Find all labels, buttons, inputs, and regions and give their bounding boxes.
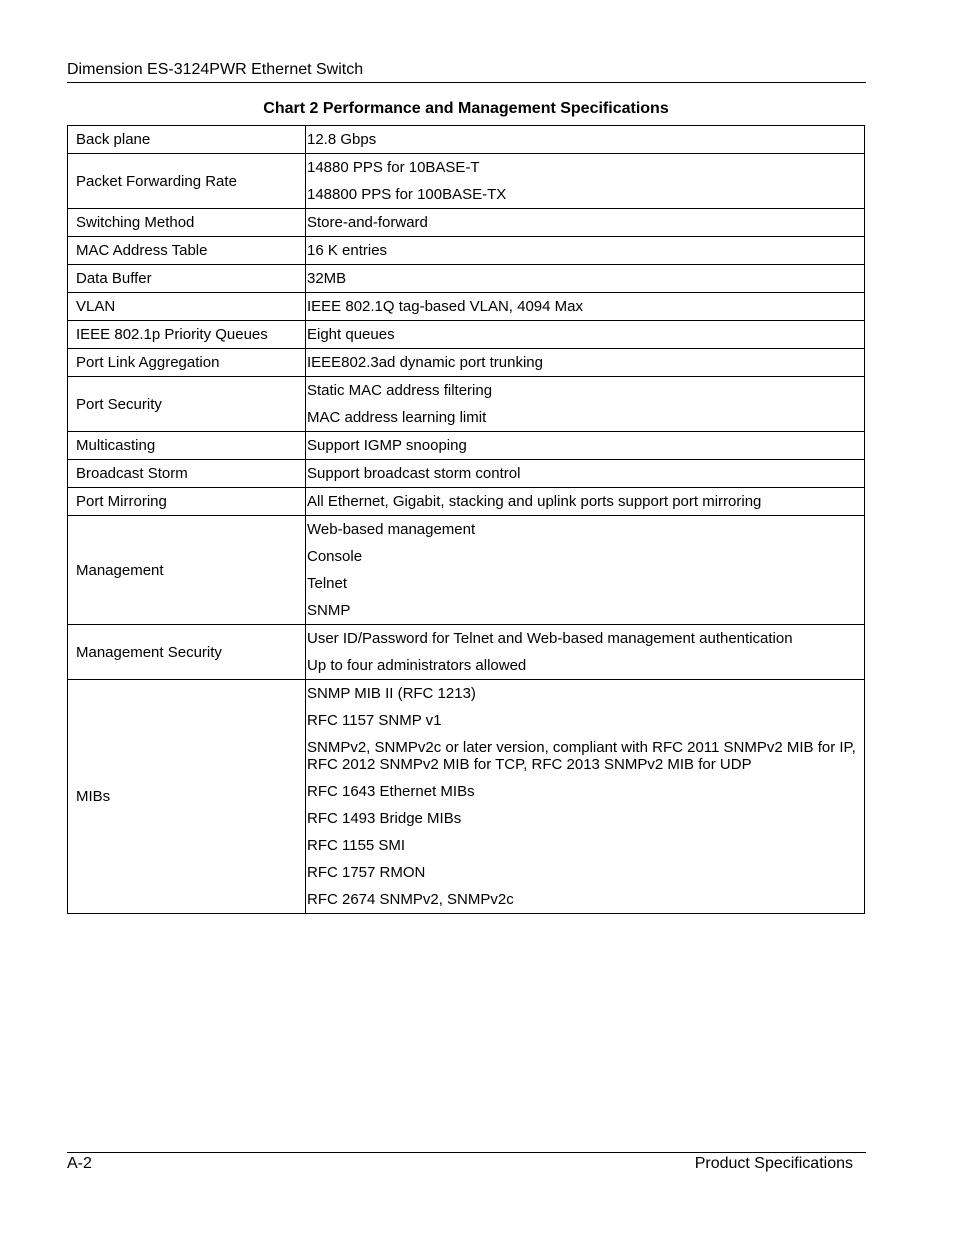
chart-title: Chart 2 Performance and Management Specifications (263, 100, 669, 117)
spec-value: RFC 1157 SNMP v1 (307, 712, 442, 729)
spec-value-cell (306, 321, 865, 349)
spec-value: 148800 PPS for 100BASE-TX (307, 186, 507, 203)
spec-value-cell (306, 154, 865, 209)
table-row (68, 321, 865, 349)
spec-label: Broadcast Storm (68, 460, 306, 488)
spec-value: IEEE802.3ad dynamic port trunking (307, 354, 543, 371)
spec-value: Support broadcast storm control (307, 465, 521, 482)
spec-value: Support IGMP snooping (307, 437, 467, 454)
spec-value-cell (306, 209, 865, 237)
spec-value: RFC 1493 Bridge MIBs (307, 810, 462, 827)
spec-value-cell (306, 625, 865, 680)
table-row (68, 680, 865, 914)
section-name: Product Specifications (694, 1155, 853, 1172)
table-row (68, 460, 865, 488)
spec-value-cell (306, 516, 865, 625)
spec-value: 16 K entries (307, 242, 388, 259)
table-row (68, 154, 865, 209)
spec-label: Multicasting (68, 432, 306, 460)
page-header: Dimension ES-3124PWR Ethernet Switch (67, 61, 866, 83)
table-row (68, 377, 865, 432)
table-row (68, 237, 865, 265)
spec-label: Data Buffer (68, 265, 306, 293)
table-row (68, 349, 865, 377)
spec-value: RFC 1757 RMON (307, 864, 426, 881)
spec-label: IEEE 802.1p Priority Queues (68, 321, 306, 349)
spec-value-cell (306, 488, 865, 516)
spec-value: User ID/Password for Telnet and Web-based management authentication (307, 630, 793, 647)
spec-value: Up to four administrators allowed (307, 657, 527, 674)
spec-value: Eight queues (307, 326, 395, 343)
spec-value: RFC 1155 SMI (307, 837, 406, 854)
spec-value-cell (306, 377, 865, 432)
spec-value-cell (306, 460, 865, 488)
table-row (68, 516, 865, 625)
spec-value-cell (306, 349, 865, 377)
spec-value: IEEE 802.1Q tag-based VLAN, 4094 Max (307, 298, 583, 315)
spec-value-cell (306, 432, 865, 460)
spec-value: All Ethernet, Gigabit, stacking and uplink ports support port mirroring (307, 493, 762, 510)
table-row (68, 293, 865, 321)
spec-value: Console (307, 548, 363, 565)
specifications-table (67, 125, 865, 914)
spec-value: Static MAC address filtering (307, 382, 493, 399)
spec-label: Management (68, 516, 306, 625)
table-row (68, 488, 865, 516)
specifications-table-body (68, 126, 865, 914)
spec-value: 32MB (307, 270, 347, 287)
table-row (68, 625, 865, 680)
spec-value-cell (306, 237, 865, 265)
spec-value: SNMPv2, SNMPv2c or later version, compliant with RFC 2011 SNMPv2 MIB for IP, RFC 2012 SNMPv2 MIB for TCP, RFC 2013 SNMPv2 MIB for UDP (307, 739, 856, 773)
spec-label: Management Security (68, 625, 306, 680)
page-footer (67, 1152, 866, 1172)
spec-value: 14880 PPS for 10BASE-T (307, 159, 480, 176)
spec-value: SNMP (307, 602, 351, 619)
spec-label: MIBs (68, 680, 306, 914)
spec-value-cell (306, 293, 865, 321)
spec-value-cell (306, 126, 865, 154)
table-row (68, 265, 865, 293)
spec-value: Telnet (307, 575, 348, 592)
spec-label: Switching Method (68, 209, 306, 237)
spec-label: VLAN (68, 293, 306, 321)
table-row (68, 432, 865, 460)
table-row (68, 126, 865, 154)
table-row (68, 209, 865, 237)
spec-label: Back plane (68, 126, 306, 154)
spec-label: Port Link Aggregation (68, 349, 306, 377)
page-number: A-2 (67, 1155, 92, 1172)
spec-value: RFC 2674 SNMPv2, SNMPv2c (307, 891, 514, 908)
spec-value: MAC address learning limit (307, 409, 487, 426)
spec-label: Port Security (68, 377, 306, 432)
spec-value-cell (306, 265, 865, 293)
spec-label: MAC Address Table (68, 237, 306, 265)
spec-label: Packet Forwarding Rate (68, 154, 306, 209)
spec-value-cell (306, 680, 865, 914)
spec-value: 12.8 Gbps (307, 131, 377, 148)
spec-value: Store-and-forward (307, 214, 428, 231)
spec-value: Web-based management (307, 521, 476, 538)
spec-value: SNMP MIB II (RFC 1213) (307, 685, 476, 702)
spec-label: Port Mirroring (68, 488, 306, 516)
spec-value: RFC 1643 Ethernet MIBs (307, 783, 475, 800)
